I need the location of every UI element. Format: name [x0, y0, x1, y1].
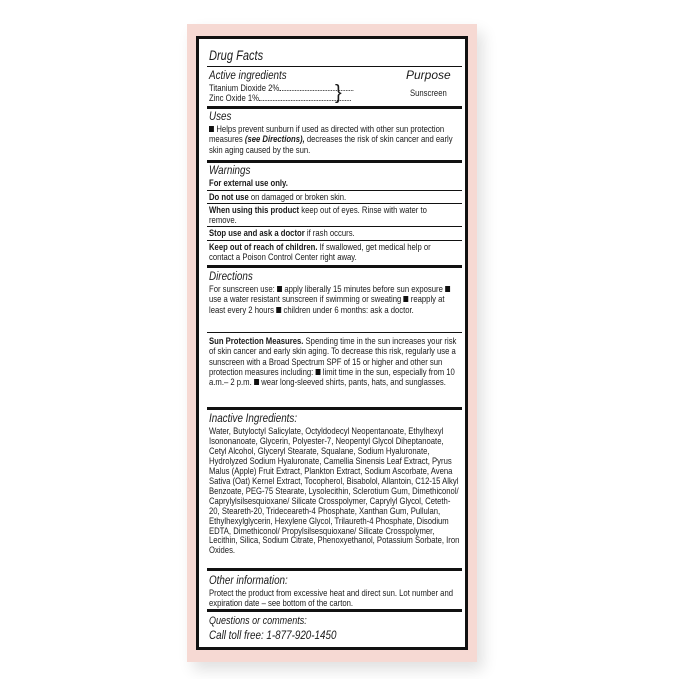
- children-warning: Keep out of reach of children. If swallowed, get medical help or contact a Poison Control Center right away.: [209, 241, 431, 263]
- divider: [207, 609, 462, 612]
- stop-use-warning: Stop use and ask a doctor if rash occurs.: [209, 227, 355, 238]
- inactive-ingredients-heading: Inactive Ingredients:: [209, 411, 298, 425]
- directions-heading: Directions: [209, 269, 253, 283]
- bullet-icon: [276, 307, 281, 313]
- divider: [207, 332, 462, 333]
- do-not-use-warning: Do not use on damaged or broken skin.: [209, 191, 347, 202]
- active-ingredient: Zinc Oxide 1%: [209, 93, 461, 103]
- divider: [207, 265, 462, 268]
- inactive-ingredients-text: Water, Butyloctyl Salicylate, Octyldodecyl Neopentanoate, Ethylhexyl Isononanoate, Glycerin, Polyester-7, Neopentyl Glycol Diheptanoate, Cetyl Alcohol, Glyceryl Stearate, Squalane, Sodium Hyaluronate, Hydrolyzed Sodium Hyaluronate, Camellia Sinensis Leaf Extract, Pyrus Malus (Apple) Fruit Extract, Plankton Extract, Sodium Ascorbate, Avena Sativa (Oat) Kernel Extract, Tocopherol, Bisabolol, Allantoin, C12-15 Alkyl Benzoate, PEG-75 Stearate, Lysolecithin, Sclerotium Gum, Dimethiconol/ Caprylylsilsesquioxane/ Silicate Crosspolymer, Caprylyl Glycol, Ceteth-20, Steareth-20, Trideceareth-4 Phosphate, Xanthan Gum, Pullulan, Ethylhexylglycerin, Hexylene Glycol, Trilaureth-4 Phosphate, Disodium EDTA, Dimethiconol/ Propylsilsesquioxane/ Silicate Crosspolymer, Lecithin, Silica, Sodium Citrate, Phenoxyethanol, Potassium Sorbate, Iron Oxides.: [209, 425, 460, 556]
- uses-heading: Uses: [209, 109, 232, 123]
- external-use-warning: For external use only.: [209, 177, 288, 188]
- bullet-icon: [445, 286, 450, 292]
- questions-heading: Questions or comments:: [209, 615, 307, 627]
- other-information-text: Protect the product from excessive heat and direct sun. Lot number and expiration date – see bottom of the carton.: [209, 587, 454, 609]
- brace: }: [335, 82, 342, 104]
- active-ingredient: Titanium Dioxide 2%: [209, 83, 461, 93]
- bullet-icon: [315, 369, 320, 375]
- purpose-value: Sunscreen: [410, 87, 447, 98]
- divider: [207, 66, 462, 67]
- purpose-heading: Purpose: [406, 68, 451, 82]
- divider: [207, 106, 462, 109]
- toll-free-phone: Call toll free: 1-877-920-1450: [209, 628, 337, 642]
- active-ingredients-heading: Active ingredients: [209, 68, 287, 82]
- warnings-heading: Warnings: [209, 163, 251, 177]
- drug-facts-title: Drug Facts: [209, 48, 264, 63]
- divider: [207, 568, 462, 571]
- bullet-icon: [254, 379, 259, 385]
- divider: [207, 407, 462, 410]
- uses-text: Helps prevent sunburn if used as directed with other sun protection measures (see Directions), decreases the risk of skin cancer and early skin aging caused by the sun.: [209, 123, 453, 155]
- bullet-icon: [277, 286, 282, 292]
- bullet-icon: [403, 296, 408, 302]
- bullet-icon: [209, 126, 214, 132]
- when-using-warning: When using this product keep out of eyes. Rinse with water to remove.: [209, 204, 427, 226]
- directions-text: For sunscreen use: apply liberally 15 minutes before sun exposure use a water resistant sunscreen if swimming or sweating reapply at least every 2 hours children under 6 months: ask a doctor.: [209, 284, 461, 315]
- sun-protection-text: Sun Protection Measures. Spending time in the sun increases your risk of skin cancer and early skin aging. To decrease this risk, regularly use a sunscreen with a Broad Spectrum SPF of 15 or higher and other sun protection measures including: limit time in the sun, especially from 10 a.m.– 2 p.m. wear long-sleeved shirts, pants, hats, and sunglasses.: [209, 335, 457, 388]
- other-information-heading: Other information:: [209, 573, 288, 587]
